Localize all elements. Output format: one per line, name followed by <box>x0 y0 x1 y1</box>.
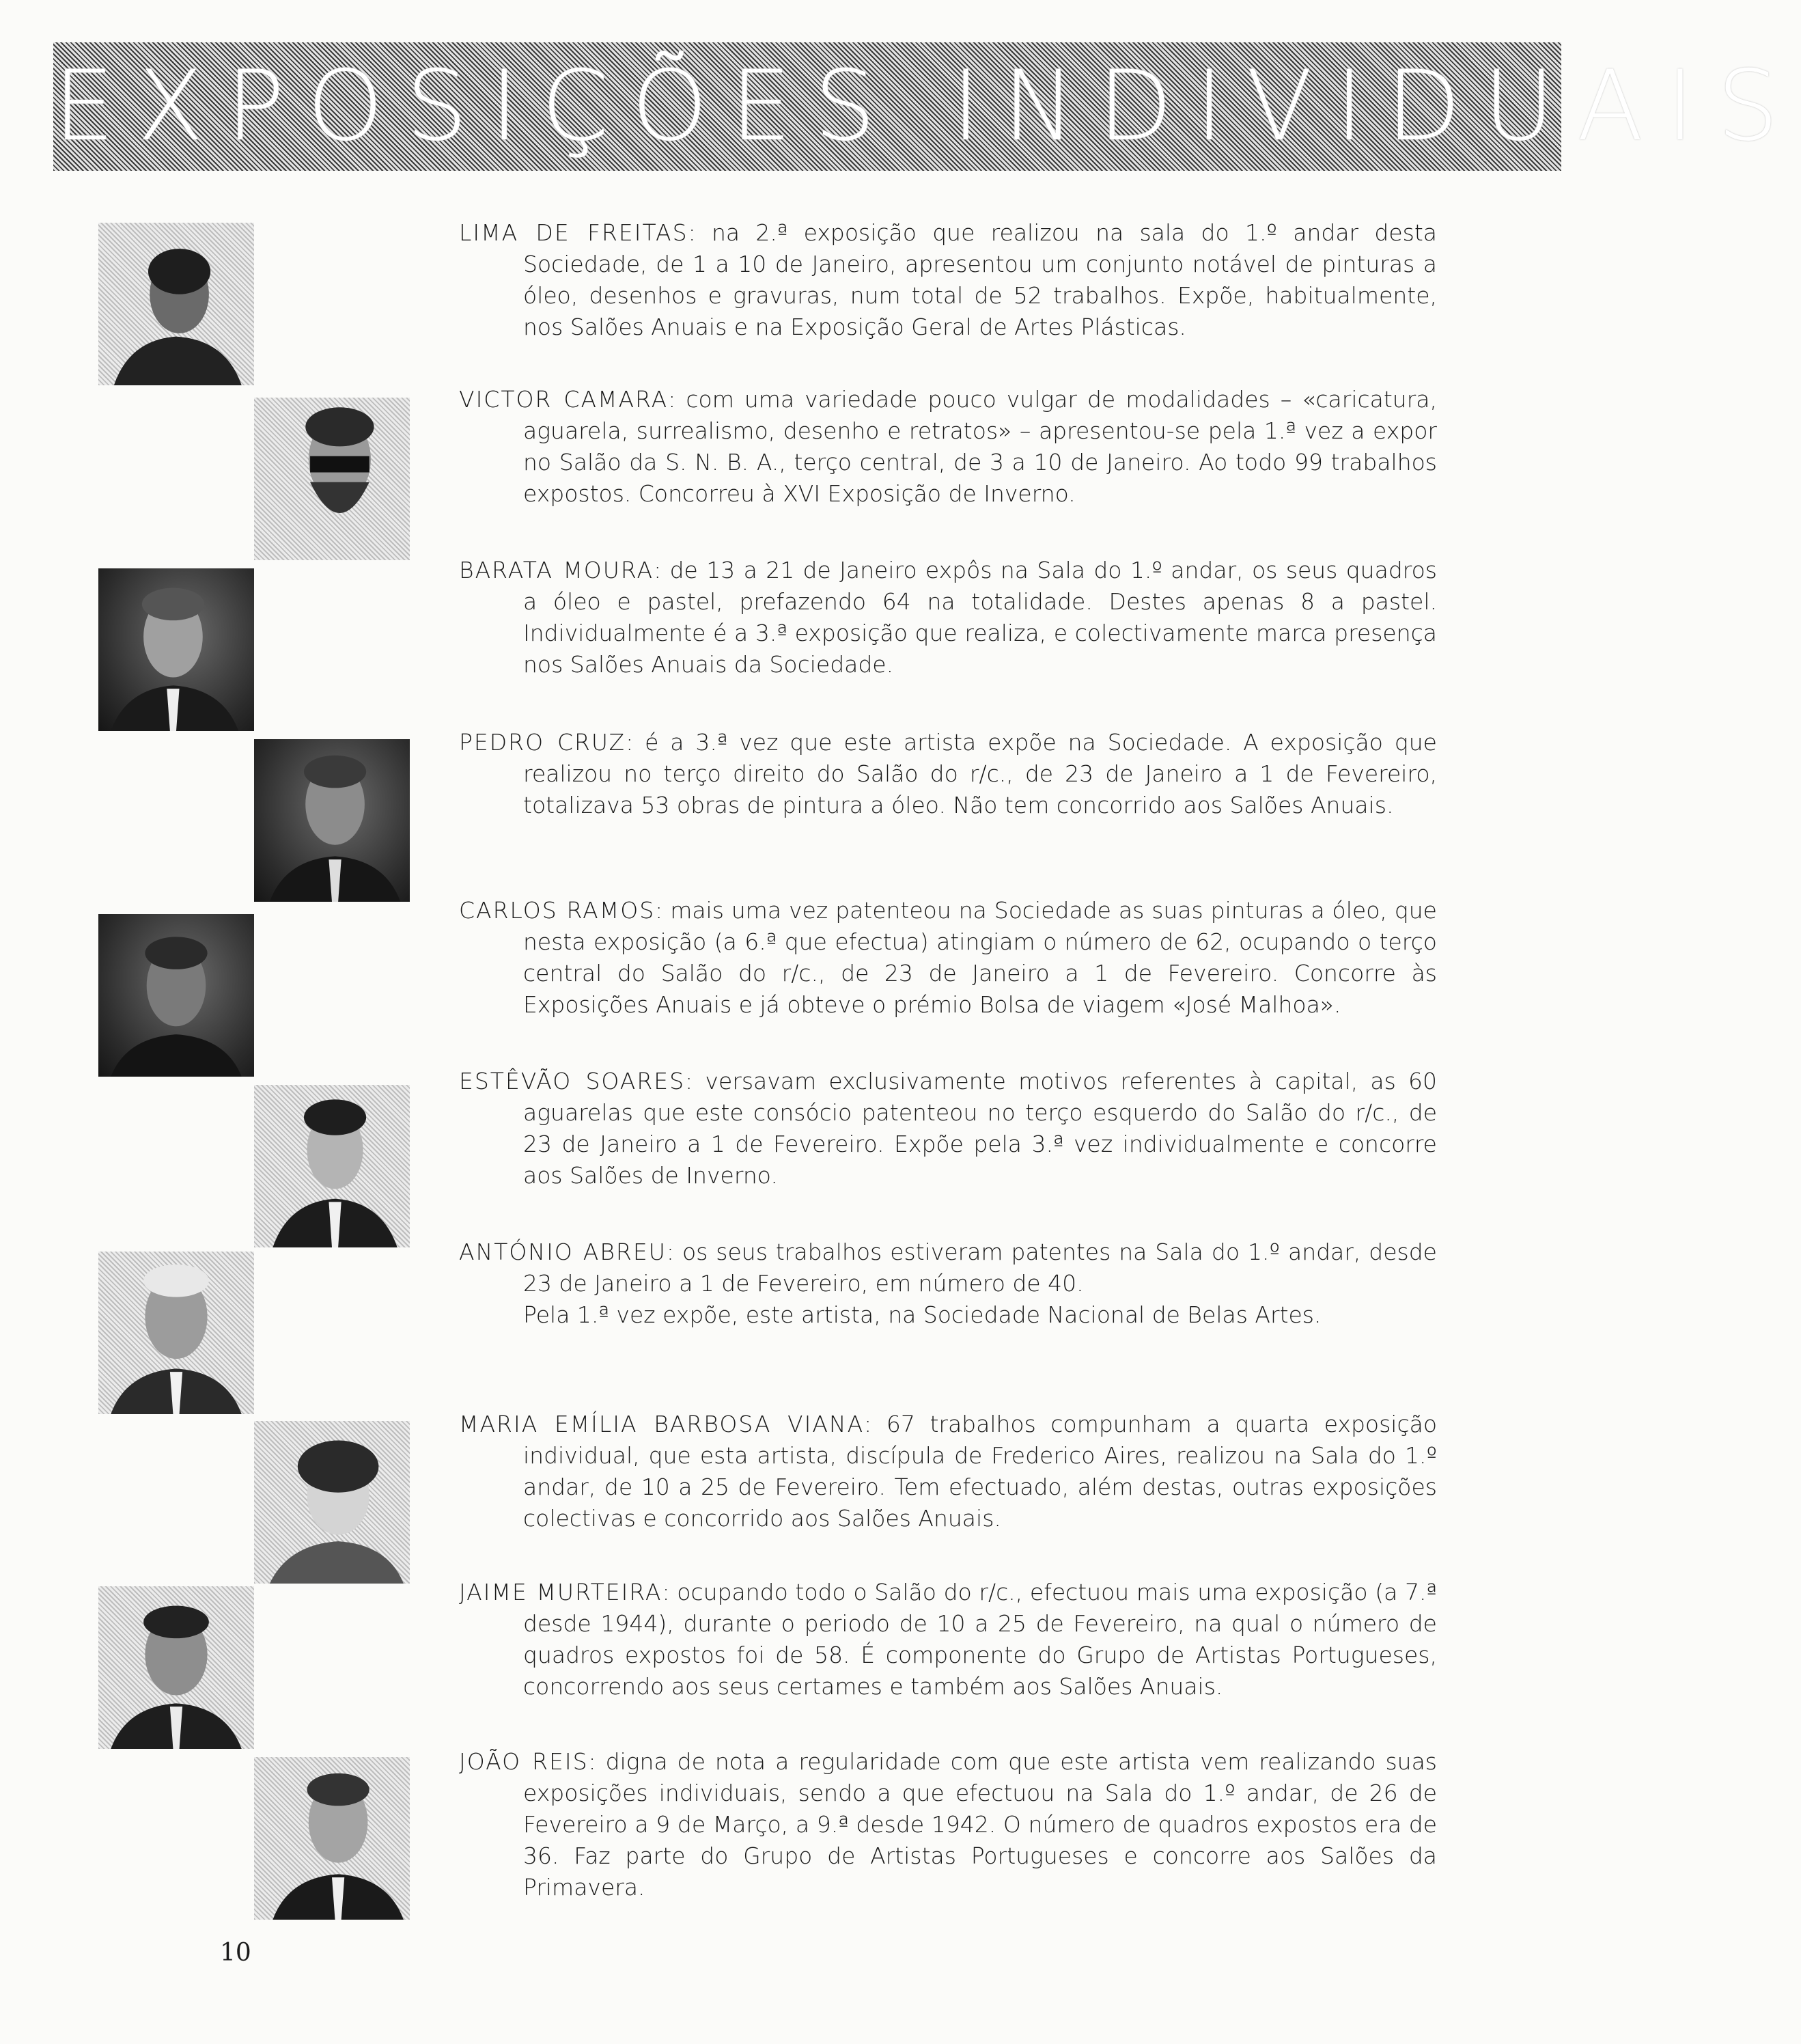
exhibition-entry <box>459 1746 1437 1903</box>
entry-text: : versavam exclusivamente motivos referentes à capital, as 60 aguarelas que este consócio patenteou no terço esquerdo do Salão do r/c., de 23 de Janeiro a 1 de Fevereiro. Expõe pela 3.ª vez individualmente e concorre aos Salões de Inverno. <box>523 1068 1437 1189</box>
page-title: EXPOSIÇÕES INDIVIDUAIS <box>53 50 1801 163</box>
exhibition-entry <box>459 1577 1437 1702</box>
entry-text: : 67 trabalhos compunham a quarta exposição individual, que esta artista, discípula de Frederico Aires, realizou na Sala do 1.º andar, de 10 a 25 de Fevereiro. Tem efectuado, além destas, outras exposições colectivas e concorrido aos Salões Anuais. <box>523 1411 1438 1532</box>
exhibition-entry <box>459 727 1437 821</box>
exhibition-entry <box>459 217 1437 343</box>
portrait-photo <box>98 1252 254 1414</box>
artist-name: LIMA DE FREITAS <box>459 219 688 246</box>
artist-name: ANTÓNIO ABREU <box>459 1239 667 1265</box>
artist-name: MARIA EMÍLIA BARBOSA VIANA <box>459 1411 865 1437</box>
artist-name: PEDRO CRUZ <box>459 729 626 756</box>
exhibition-entry <box>459 384 1437 510</box>
portrait-photo <box>254 1757 410 1920</box>
entry-text-continuation: Pela 1.ª vez expõe, este artista, na Sociedade Nacional de Belas Artes. <box>523 1301 1322 1328</box>
portrait-photo <box>254 1421 410 1584</box>
portrait-photo <box>98 1586 254 1749</box>
portrait-photo <box>254 739 410 902</box>
entry-text: : digna de nota a regularidade com que este artista vem realizando suas exposições individuais, sendo a que efectuou na Sala do 1.º andar, de 26 de Fevereiro a 9 de Março, a 9.ª desde 1942. O número de quadros expostos era de 36. Faz parte do Grupo de Artistas Portugueses e concorre aos Salões da Primavera. <box>523 1748 1437 1901</box>
entry-text: : é a 3.ª vez que este artista expõe na Sociedade. A exposição que realizou no terço direito do Salão do r/c., de 23 de Janeiro a 1 de Fevereiro, totalizava 53 obras de pintura a óleo. Não tem concorrido aos Salões Anuais. <box>523 729 1437 818</box>
entry-text: : na 2.ª exposição que realizou na sala do 1.º andar desta Sociedade, de 1 a 10 de Janeiro, apresentou um conjunto notável de pinturas a óleo, desenhos e gravuras, num total de 52 trabalhos. Expõe, habitualmente, nos Salões Anuais e na Exposição Geral de Artes Plásticas. <box>523 219 1437 340</box>
artist-name: JAIME MURTEIRA <box>459 1579 662 1605</box>
entry-text: : ocupando todo o Salão do r/c., efectuou mais uma exposição (a 7.ª desde 1944), durante o periodo de 10 a 25 de Fevereiro, na qual o número de quadros expostos foi de 58. É componente do Grupo de Artistas Portugueses, concorrendo aos seus certames e também aos Salões Anuais. <box>523 1579 1437 1700</box>
portrait-photo <box>254 398 410 560</box>
exhibition-entry <box>459 895 1437 1021</box>
exhibition-entry <box>459 1237 1437 1331</box>
title-banner <box>53 42 1801 171</box>
portrait-photo <box>98 914 254 1077</box>
entry-text: : com uma variedade pouco vulgar de modalidades – «caricatura, aguarela, surrealismo, desenho e retratos» – apresentou-se pela 1.ª vez a expor no Salão da S. N. B. A., terço central, de 3 a 10 de Janeiro. Ao todo 99 trabalhos expostos. Concorreu à XVI Exposição de Inverno. <box>523 386 1437 507</box>
portrait-photo <box>254 1085 410 1247</box>
artist-name: VICTOR CAMARA <box>459 386 669 413</box>
portrait-photo <box>98 568 254 731</box>
artist-name: CARLOS RAMOS <box>459 897 656 924</box>
page-number: 10 <box>220 1939 251 1967</box>
artist-name: JOÃO REIS <box>459 1748 589 1775</box>
entry-text: : mais uma vez patenteou na Sociedade as suas pinturas a óleo, que nesta exposição (a 6.ª que efectua) atingiam o número de 62, ocupando o terço central do Salão do r/c., de 23 de Janeiro a 1 de Fevereiro. Concorre às Exposições Anuais e já obteve o prémio Bolsa de viagem «José Malhoa». <box>523 897 1437 1018</box>
entry-text: : de 13 a 21 de Janeiro expôs na Sala do 1.º andar, os seus quadros a óleo e pastel, prefazendo 64 na totalidade. Destes apenas 8 a pastel. Individualmente é a 3.ª exposição que realiza, e colectivamente marca presença nos Salões Anuais da Sociedade. <box>523 557 1437 678</box>
artist-name: BARATA MOURA <box>459 557 654 583</box>
exhibition-entry <box>459 1066 1437 1191</box>
exhibition-entry <box>459 555 1437 680</box>
artist-name: ESTÊVÃO SOARES <box>459 1068 686 1094</box>
portrait-photo <box>98 223 254 385</box>
exhibition-entry <box>459 1409 1437 1534</box>
entry-text: : os seus trabalhos estiveram patentes na Sala do 1.º andar, desde 23 de Janeiro a 1 de Fevereiro, em número de 40. <box>523 1239 1437 1297</box>
